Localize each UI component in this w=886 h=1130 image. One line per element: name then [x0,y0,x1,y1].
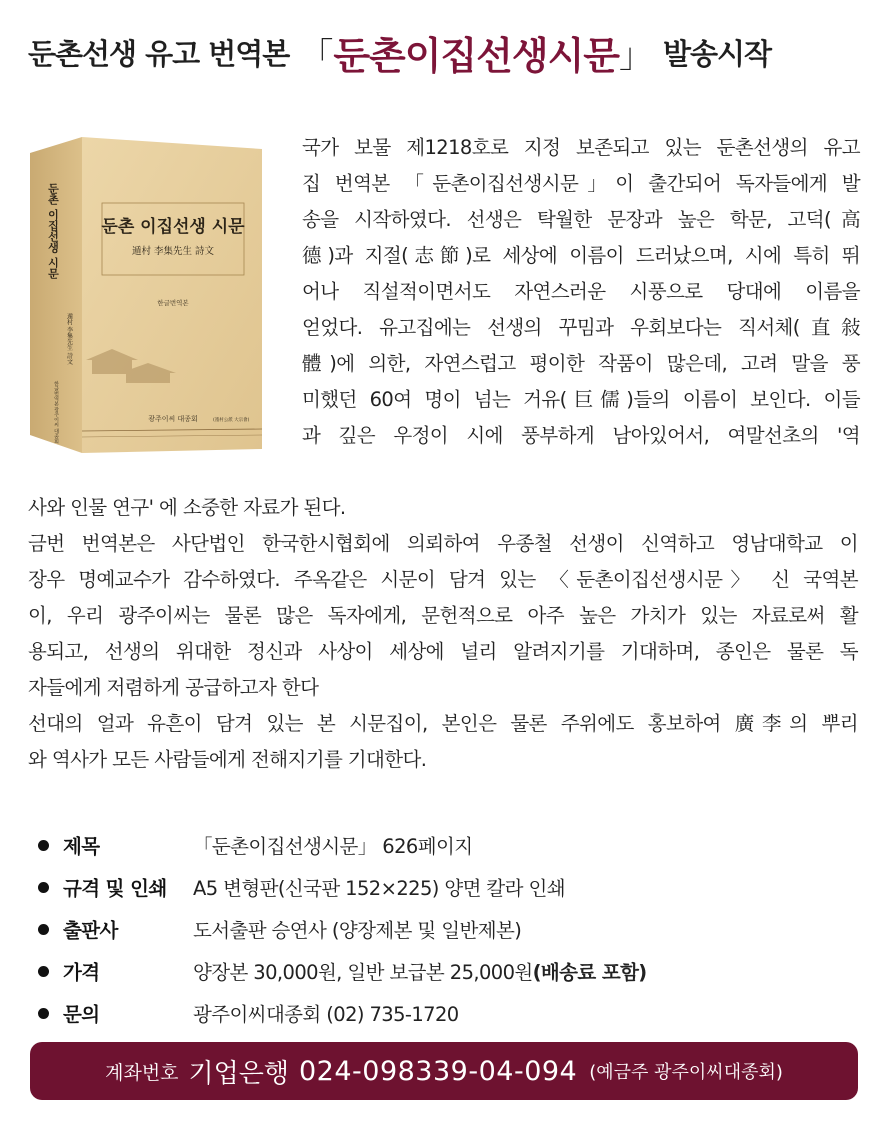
headline [28,22,868,82]
info-label: 문의 [63,1003,100,1026]
info-row-contact [38,992,858,1034]
intro-line: 송을 시작하였다. 선생은 탁월한 문장과 높은 학문, 고덕(高 [302,208,860,231]
bullet-icon [38,882,49,893]
account-number: 024-098339-04-094 [299,1055,578,1087]
intro-line: 과 깊은 우정이 시에 풍부하게 남아있어서, 여말선초의 '역 [302,424,860,447]
cover-publisher: 광주이씨 대종회 [148,415,198,423]
info-row-title [38,824,858,866]
book-cover-image [30,135,262,453]
info-label: 출판사 [63,919,118,942]
intro-line: 얻었다. 유고집에는 선생의 꾸밈과 우회보다는 직서체(直敍 [302,316,860,339]
body-paragraph [28,490,858,778]
headline-open-bracket: 「 [299,35,334,76]
intro-line: 어나 직설적이면서도 자연스러운 시풍으로 당대에 이름을 [302,280,860,303]
info-label: 가격 [63,961,100,984]
price-text: 양장본 30,000원, 일반 보급본 25,000원 [193,961,533,984]
bullet-icon [38,840,49,851]
shipping-note: (배송료 포함) [532,961,647,984]
account-holder: (예금주 광주이씨대종회) [589,1062,783,1083]
body-line: 사와 인물 연구' 에 소중한 자료가 된다. [28,496,346,519]
info-label: 규격 및 인쇄 [63,877,167,900]
body-line: 장우 명예교수가 감수하였다. 주옥같은 시문이 담겨 있는 〈둔촌이집선생시문〉 신 국역본 [28,568,858,591]
intro-paragraph [302,130,860,454]
bullet-icon [38,924,49,935]
info-value: A5 변형판(신국판 152×225) 양면 칼라 인쇄 [193,877,565,900]
intro-line: 미했던 60여 명이 넘는 거유(巨儒)들의 이름이 보인다. 이들 [302,388,860,411]
intro-line: 體)에 의한, 자연스럽고 평이한 작품이 많은데, 고려 말을 풍 [302,352,860,375]
intro-line: 국가 보물 제1218호로 지정 보존되고 있는 둔촌선생의 유고 [302,136,860,159]
body-line: 와 역사가 모든 사람들에게 전해지기를 기대한다. [28,748,427,771]
body-line: 이, 우리 광주이씨는 물론 많은 독자에게, 문헌적으로 아주 높은 가치가 있는 자료로써 활 [28,604,858,627]
info-row-publisher [38,908,858,950]
spine-publisher: 광주이씨 대종회 [53,407,59,444]
body-line: 금번 번역본은 사단법인 한국한시협회에 의뢰하여 우종철 선생이 신역하고 영남대학교 이 [28,532,858,555]
body-line: 선대의 얼과 유흔이 담겨 있는 본 시문집이, 본인은 물론 주위에도 홍보하여 廣李의 뿌리 [28,712,858,735]
bullet-icon [38,966,49,977]
info-value: 「둔촌이집선생시문」 626페이지 [193,835,473,858]
info-value: 광주이씨대종회 (02) 735-1720 [193,1003,459,1026]
info-row-spec [38,866,858,908]
body-line: 용되고, 선생의 위대한 정신과 사상이 세상에 널리 알려지기를 기대하며, 종인은 물론 독 [28,640,858,663]
headline-close-bracket: 」 [619,35,653,76]
cover-publisher-sub: (遁村公派 大宗會) [213,418,250,423]
cover-title: 둔촌 이집선생 시문 [101,217,245,237]
account-label: 계좌번호 [105,1061,179,1084]
spine-title: 둔촌 이집선생 시문 [46,183,60,279]
cover-edition: 한글번역본 [157,299,189,307]
intro-line: 집 번역본 「둔촌이집선생시문」이 출간되어 독자들에게 발 [302,172,860,195]
headline-prefix: 둔촌선생 유고 번역본 [28,36,290,71]
bullet-icon [38,1008,49,1019]
book-info-list [38,824,858,1034]
info-label: 제목 [63,835,100,858]
headline-suffix: 발송시작 [663,36,772,71]
headline-book-title: 둔촌이집선생시문 [333,33,619,78]
body-line: 자들에게 저렴하게 공급하고자 한다 [28,676,319,699]
spine-subtitle: 遁村 李集先生 詩文 [65,313,73,365]
info-value: 도서출판 승연사 (양장제본 및 일반제본) [193,919,522,942]
cover-subtitle: 遁村 李集先生 詩文 [131,246,215,257]
spine-edition: 한글번역본 [53,381,59,406]
bank-name: 기업은행 [188,1058,289,1089]
intro-line: 德)과 지절(志節)로 세상에 이름이 드러났으며, 시에 특히 뛰 [302,244,860,267]
info-row-price [38,950,858,992]
info-value [193,957,647,985]
account-banner [30,1042,858,1100]
